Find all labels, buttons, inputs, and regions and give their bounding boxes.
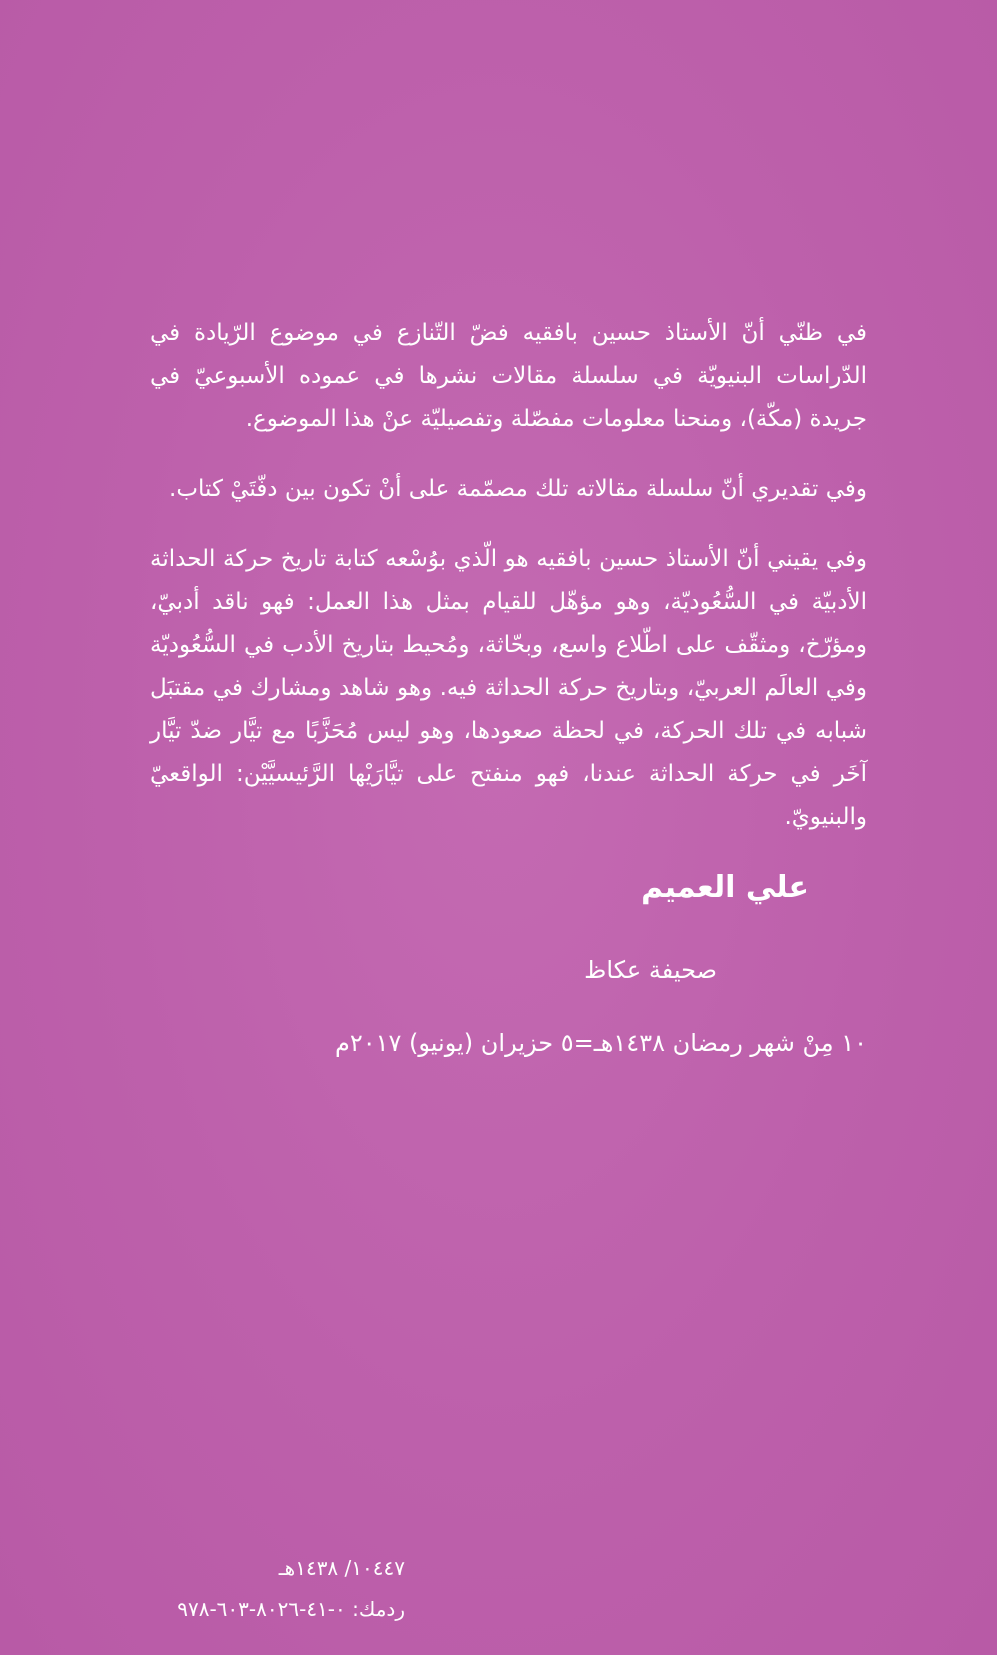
review-author: علي العميم bbox=[641, 870, 809, 905]
review-paragraph-1: في ظنّي أنّ الأستاذ حسين بافقيه فضّ التّنازع في موضوع الرّيادة في الدّراسات البنيويّة في سلسلة مقالات نشرها في عموده الأسبوعيّ في جريدة (مكّة)، ومنحنا معلومات مفصّلة وتفصيليّة عنْ هذا الموضوع. bbox=[150, 320, 867, 432]
review-paragraph-3: وفي يقيني أنّ الأستاذ حسين بافقيه هو الّذي بوُسْعه كتابة تاريخ حركة الحداثة الأدبيّة في السُّعُوديّة، وهو مؤهّل للقيام بمثل هذا العمل: فهو ناقد أدبيّ، ومؤرّخ، ومثقّف على اطّلاع واسع، وبحّاثة، ومُحيط بتاريخ الأدب في السُّعُوديّة وفي العالَم العربيّ، وبتاريخ حركة الحداثة فيه. وهو شاهد ومشارك في مقتبَل شبابه في تلك الحركة، في لحظة صعودها، وهو ليس مُحَزَّبًا مع تيَّار ضدّ تيَّار آخَر في حركة الحداثة عندنا، فهو منفتح على تيَّارَيْها الرَّئيسيَّيْن: الواقعيّ والبنيويّ. bbox=[150, 546, 867, 830]
review-source: صحيفة عكاظ bbox=[584, 956, 717, 984]
review-date: ١٠ مِنْ شهر رمضان ١٤٣٨هـ=٥ حزيران (يونيو) ٢٠١٧م bbox=[334, 1029, 867, 1057]
review-paragraph-2: وفي تقديري أنّ سلسلة مقالاته تلك مصمّمة على أنْ تكون بين دفّتَيْ كتاب. bbox=[169, 476, 867, 502]
review-text-block bbox=[150, 312, 867, 1063]
isbn-number: ردمك: ٠-٤١-٨٠٢٦-٦٠٣-٩٧٨ bbox=[177, 1597, 405, 1621]
deposit-number: ١٠٤٤٧/ ١٤٣٨هـ bbox=[278, 1556, 405, 1580]
